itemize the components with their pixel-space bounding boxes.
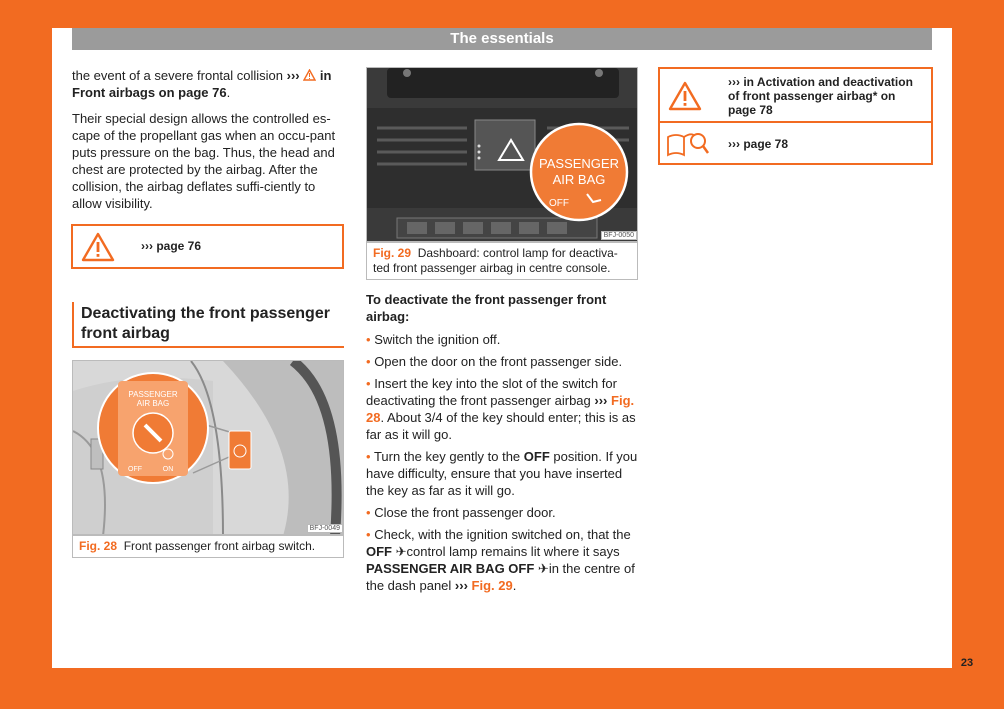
figure-29-image [366, 67, 638, 242]
fig28-code: BFJ-0049 [307, 524, 343, 533]
fig29-label: Fig. 29 [373, 246, 412, 260]
fig29-off-text: OFF [549, 198, 569, 209]
section-title: Deactivating the front passenger front airbag [72, 302, 344, 348]
step-2: • Open the door on the front passenger side. [366, 354, 623, 369]
fig29-code: BFJ-0050 [601, 231, 637, 240]
warning-triangle-icon [81, 232, 115, 262]
fig-29-link[interactable]: Fig. 29 [471, 578, 513, 593]
step-5: • Close the front passenger door. [366, 505, 556, 520]
step-6: • Check, with the ignition switched on, that the OFF ✈control lamp remains lit where it says PASSENGER AIR BAG OFF ✈in the centre of the dash panel ››› Fig. 29. [366, 527, 635, 593]
ref-arrow: ››› [728, 75, 740, 89]
intro-text: the event of a severe frontal collision [72, 68, 284, 83]
off-label: OFF [366, 544, 392, 559]
step-5-text: Close the front passenger door. [374, 505, 556, 520]
passenger-airbag-off-label: PASSENGER AIR BAG OFF [366, 561, 535, 576]
ref-arrow: ››› [141, 239, 153, 253]
ref-arrow: ››› [454, 578, 468, 593]
fig29-airbag-text: AIR BAG [552, 172, 606, 187]
page-header: The essentials [72, 28, 932, 50]
warning-box-2 [658, 67, 933, 165]
figure-28-caption [72, 535, 344, 558]
activation-link[interactable]: in Activation and deactivation of front passenger airbag* on page 78 [728, 75, 913, 117]
page-number: 23 [960, 657, 974, 669]
step-4: • Turn the key gently to the OFF position. If you have difficulty, ensure that you have inserted the key as far as it will go. [366, 449, 638, 498]
column-1-text [72, 67, 344, 220]
step-1: • Switch the ignition off. [366, 332, 501, 347]
off-label: OFF [523, 449, 550, 464]
step-4-text: Turn the key gently to the [373, 449, 521, 464]
period: . [226, 85, 231, 100]
ref-arrow: ››› [728, 137, 740, 151]
page-76-link[interactable]: page 76 [156, 239, 202, 253]
step-3: • Insert the key into the slot of the switch for deactivating the front passenger airbag ››› Fig. 28. About 3/4 of the key should enter; this is as far as it will go. [366, 376, 636, 442]
airbag-off-icon: ✈ [537, 561, 549, 576]
design-paragraph: Their special design allows the controlled es-cape of the propellant gas when an occu-pant puts pressure on the bag. Thus, the head and chest are protected by the airbag. After the collision, the airbag deflates suffi-ciently to allow visibility. [72, 111, 336, 211]
step-2-text: Open the door on the front passenger side. [374, 354, 623, 369]
step-1-text: Switch the ignition off. [374, 332, 501, 347]
steps-heading: To deactivate the front passenger front airbag: [366, 292, 607, 324]
period: . [512, 578, 517, 593]
dashboard-switch-illustration [73, 361, 344, 535]
step-3-text: Insert the key into the slot of the switch for deactivating the front passenger airbag [366, 376, 617, 408]
warning-box-1 [71, 224, 344, 269]
fig28-airbag-text: AIR BAG [136, 399, 170, 408]
activation-reference [728, 75, 924, 117]
airbag-off-icon: ✈ [395, 544, 407, 559]
fig29-caption-text: Dashboard: control lamp for deactiva-ted front passenger airbag in centre console. [373, 246, 618, 275]
page-78-link[interactable]: page 78 [743, 137, 789, 151]
front-airbags-link[interactable]: Front airbags on page 76 [72, 85, 227, 100]
step-6-mid: control lamp remains lit where it says [406, 544, 620, 559]
fig28-passenger-text: PASSENGER [128, 390, 178, 399]
figure-29-caption [366, 242, 638, 280]
box-divider [660, 121, 931, 123]
fig28-on-text: ON [162, 466, 174, 473]
fig-28-link[interactable]: Fig. 28 [366, 393, 635, 425]
fig28-off-text: OFF [128, 466, 142, 473]
figure-28-image [72, 360, 344, 535]
ref-arrow: ››› [594, 393, 608, 408]
centre-console-illustration [367, 68, 638, 242]
fig28-caption-text: Front passenger front airbag switch. [123, 539, 316, 553]
step-4-tail: position. If you have difficulty, ensure that you have inserted the key as far as it will go. [366, 449, 638, 498]
warning-icon [303, 69, 316, 81]
fig29-passenger-text: PASSENGER [539, 156, 619, 171]
step-6-tail: in the centre of the dash panel [366, 561, 635, 593]
warning-triangle-icon [668, 81, 702, 111]
step-3-tail: . About 3/4 of the key should enter; this is as far as it will go. [366, 410, 636, 442]
book-magnifier-icon [666, 129, 710, 159]
fig28-label: Fig. 28 [79, 539, 118, 553]
ref-arrow: ››› [286, 68, 300, 83]
column-2-steps [366, 291, 638, 599]
step-6-text: Check, with the ignition switched on, that the [374, 527, 631, 542]
ref-in: in [319, 68, 332, 83]
